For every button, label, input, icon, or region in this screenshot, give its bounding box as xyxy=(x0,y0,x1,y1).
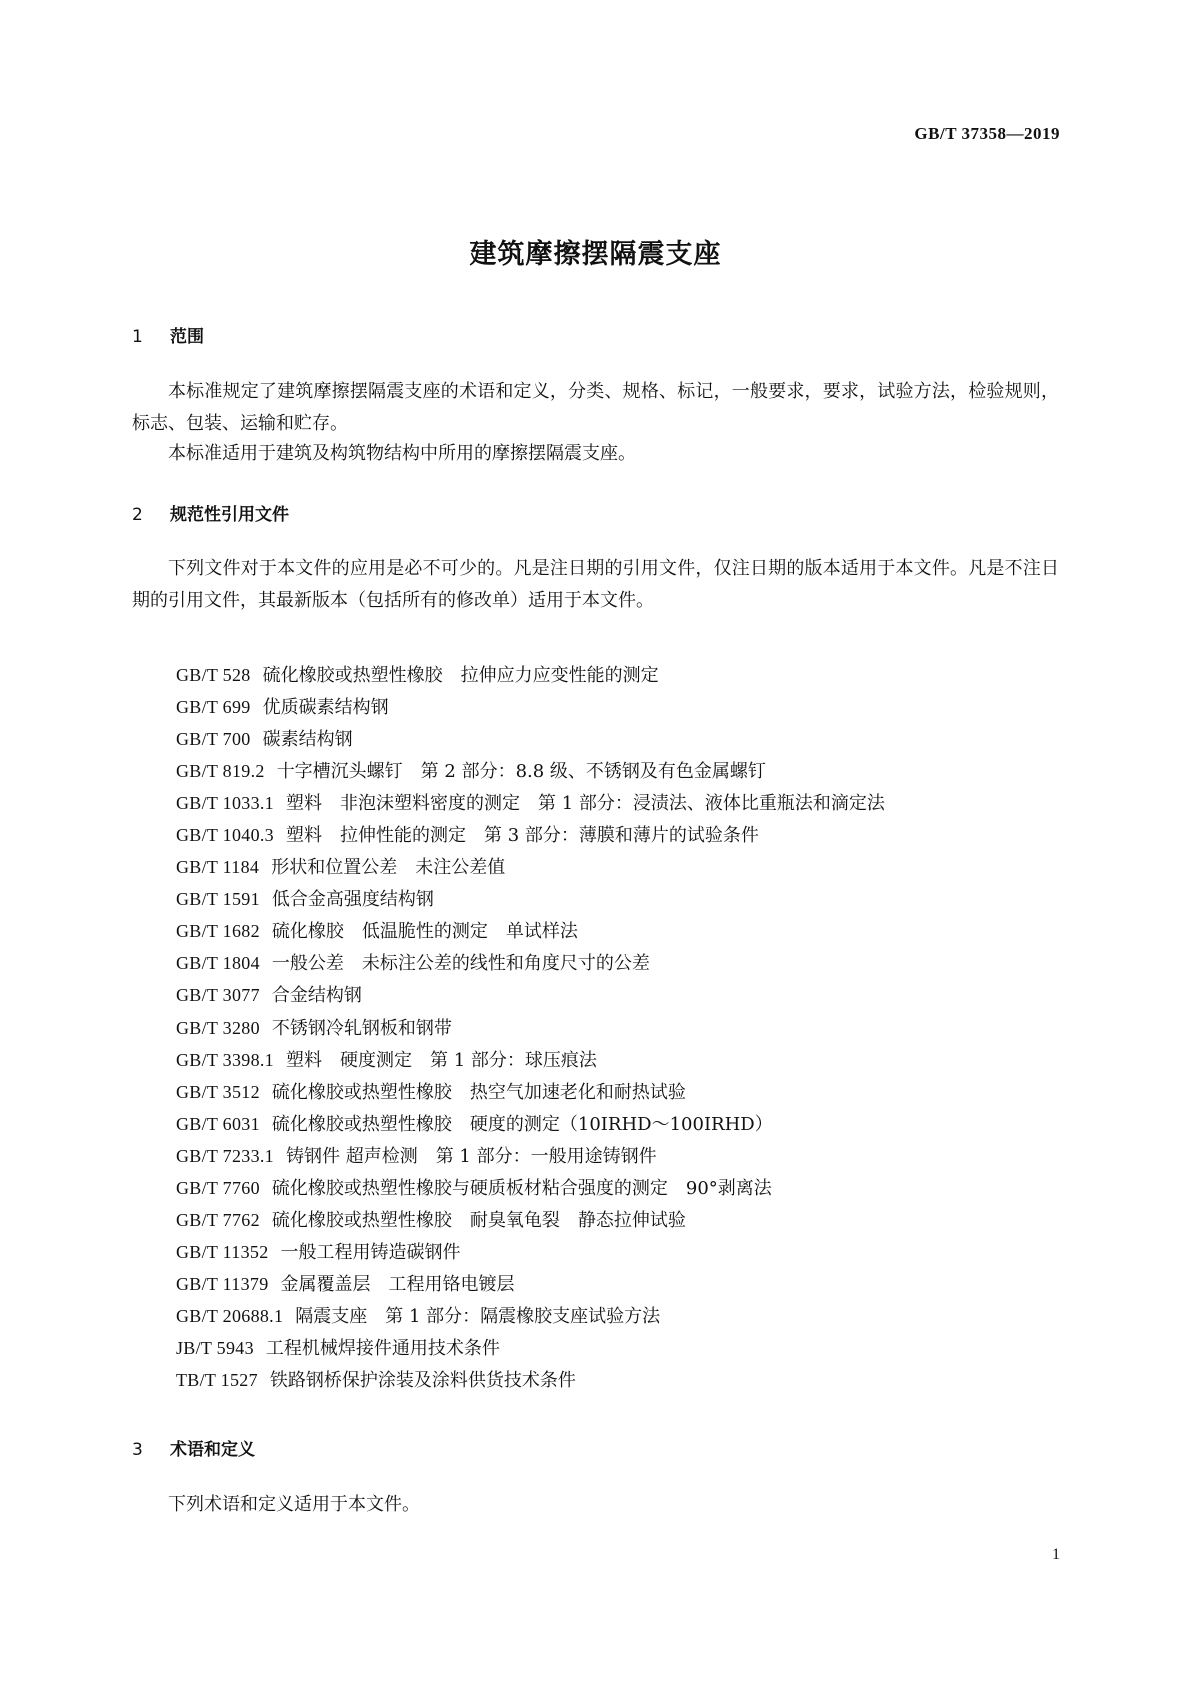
reference-title: 塑料 非泡沫塑料密度的测定 第 1 部分：浸渍法、液体比重瓶法和滴定法 xyxy=(285,793,885,815)
reference-code: GB/T 7760 xyxy=(176,1177,260,1198)
reference-code: GB/T 819.2 xyxy=(176,761,265,782)
reference-code: GB/T 3077 xyxy=(176,985,260,1006)
reference-code: GB/T 1804 xyxy=(176,953,260,974)
section-2-heading xyxy=(132,500,289,525)
reference-title: 硫化橡胶或热塑性橡胶 耐臭氧龟裂 静态拉伸试验 xyxy=(271,1209,686,1231)
page-number: 1 xyxy=(1052,1546,1060,1563)
section-3-heading xyxy=(132,1435,255,1460)
reference-code: GB/T 3512 xyxy=(176,1081,260,1102)
section-title: 规范性引用文件 xyxy=(170,505,289,525)
reference-code: GB/T 1591 xyxy=(176,889,260,910)
reference-item xyxy=(176,723,885,755)
reference-title: 铁路钢桥保护涂装及涂料供货技术条件 xyxy=(269,1370,576,1392)
reference-code: GB/T 11379 xyxy=(176,1273,269,1294)
reference-code: GB/T 3280 xyxy=(176,1017,260,1038)
reference-code: GB/T 11352 xyxy=(176,1241,269,1262)
reference-code: GB/T 7762 xyxy=(176,1209,260,1230)
section-number: 1 xyxy=(132,327,143,347)
reference-item xyxy=(176,1204,885,1236)
reference-code: GB/T 699 xyxy=(176,697,251,718)
reference-title: 低合金高强度结构钢 xyxy=(271,889,434,911)
reference-code: JB/T 5943 xyxy=(176,1337,254,1358)
reference-item xyxy=(176,1236,885,1268)
reference-title: 十字槽沉头螺钉 第 2 部分：8.8 级、不锈钢及有色金属螺钉 xyxy=(276,761,766,783)
section-title: 术语和定义 xyxy=(170,1440,255,1460)
reference-title: 工程机械焊接件通用技术条件 xyxy=(265,1337,500,1359)
reference-title: 硫化橡胶 低温脆性的测定 单试样法 xyxy=(271,921,578,943)
reference-item xyxy=(176,1108,885,1140)
reference-item xyxy=(176,1300,885,1332)
reference-code: GB/T 1040.3 xyxy=(176,825,274,846)
scope-paragraph-2: 本标准适用于建筑及构筑物结构中所用的摩擦摆隔震支座。 xyxy=(168,443,636,464)
reference-title: 合金结构钢 xyxy=(271,985,362,1007)
reference-title: 隔震支座 第 1 部分：隔震橡胶支座试验方法 xyxy=(295,1305,661,1327)
reference-code: GB/T 3398.1 xyxy=(176,1049,274,1070)
section-number: 2 xyxy=(132,505,143,525)
reference-title: 优质碳素结构钢 xyxy=(262,697,389,719)
reference-code: TB/T 1527 xyxy=(176,1370,258,1391)
reference-item xyxy=(176,1172,885,1204)
reference-title: 硫化橡胶或热塑性橡胶 硬度的测定（10IRHD～100IRHD） xyxy=(271,1113,773,1135)
reference-item xyxy=(176,755,885,787)
reference-item xyxy=(176,1332,885,1364)
reference-item xyxy=(176,659,885,691)
reference-title: 不锈钢冷轧钢板和钢带 xyxy=(271,1017,452,1039)
standard-number: GB/T 37358—2019 xyxy=(914,124,1060,143)
reference-title: 碳素结构钢 xyxy=(262,729,353,751)
normative-reference-list xyxy=(176,659,885,1396)
reference-item xyxy=(176,947,885,979)
reference-item xyxy=(176,787,885,819)
reference-code: GB/T 1184 xyxy=(176,857,260,878)
reference-title: 金属覆盖层 工程用铬电镀层 xyxy=(280,1273,515,1295)
reference-code: GB/T 20688.1 xyxy=(176,1305,284,1326)
reference-code: GB/T 6031 xyxy=(176,1113,260,1134)
terms-intro: 下列术语和定义适用于本文件。 xyxy=(168,1494,420,1515)
reference-title: 铸钢件 超声检测 第 1 部分：一般用途铸钢件 xyxy=(285,1145,657,1167)
reference-code: GB/T 1033.1 xyxy=(176,793,274,814)
reference-code: GB/T 528 xyxy=(176,665,251,685)
reference-code: GB/T 700 xyxy=(176,729,251,750)
reference-title: 形状和位置公差 未注公差值 xyxy=(271,857,506,879)
reference-code: GB/T 7233.1 xyxy=(176,1145,274,1166)
reference-title: 硫化橡胶或热塑性橡胶 拉伸应力应变性能的测定 xyxy=(262,665,659,686)
reference-item xyxy=(176,915,885,947)
reference-item xyxy=(176,1364,885,1396)
reference-item xyxy=(176,979,885,1011)
section-number: 3 xyxy=(132,1440,143,1460)
references-intro: 下列文件对于本文件的应用是必不可少的。凡是注日期的引用文件，仅注日期的版本适用于本文件。凡是不注日期的引用文件，其最新版本（包括所有的修改单）适用于本文件。 xyxy=(132,558,1059,611)
reference-title: 一般公差 未标注公差的线性和角度尺寸的公差 xyxy=(271,953,650,975)
reference-item xyxy=(176,1268,885,1300)
document-title: 建筑摩擦摆隔震支座 xyxy=(469,239,722,270)
reference-item xyxy=(176,1076,885,1108)
section-1-heading xyxy=(132,322,204,347)
reference-item xyxy=(176,819,885,851)
reference-item xyxy=(176,851,885,883)
reference-title: 塑料 拉伸性能的测定 第 3 部分：薄膜和薄片的试验条件 xyxy=(285,825,759,847)
reference-title: 硫化橡胶或热塑性橡胶与硬质板材粘合强度的测定 90°剥离法 xyxy=(271,1177,772,1199)
scope-paragraph-1: 本标准规定了建筑摩擦摆隔震支座的术语和定义，分类、规格、标记，一般要求，要求，试验方法，检验规则，标志、包装、运输和贮存。 xyxy=(132,381,1059,434)
reference-item xyxy=(176,691,885,723)
reference-title: 塑料 硬度测定 第 1 部分：球压痕法 xyxy=(285,1049,597,1071)
reference-title: 硫化橡胶或热塑性橡胶 热空气加速老化和耐热试验 xyxy=(271,1081,686,1103)
reference-title: 一般工程用铸造碳钢件 xyxy=(280,1241,461,1263)
section-title: 范围 xyxy=(170,327,204,347)
reference-item xyxy=(176,1140,885,1172)
reference-item xyxy=(176,1044,885,1076)
reference-code: GB/T 1682 xyxy=(176,921,260,942)
reference-item xyxy=(176,1012,885,1044)
reference-item xyxy=(176,883,885,915)
